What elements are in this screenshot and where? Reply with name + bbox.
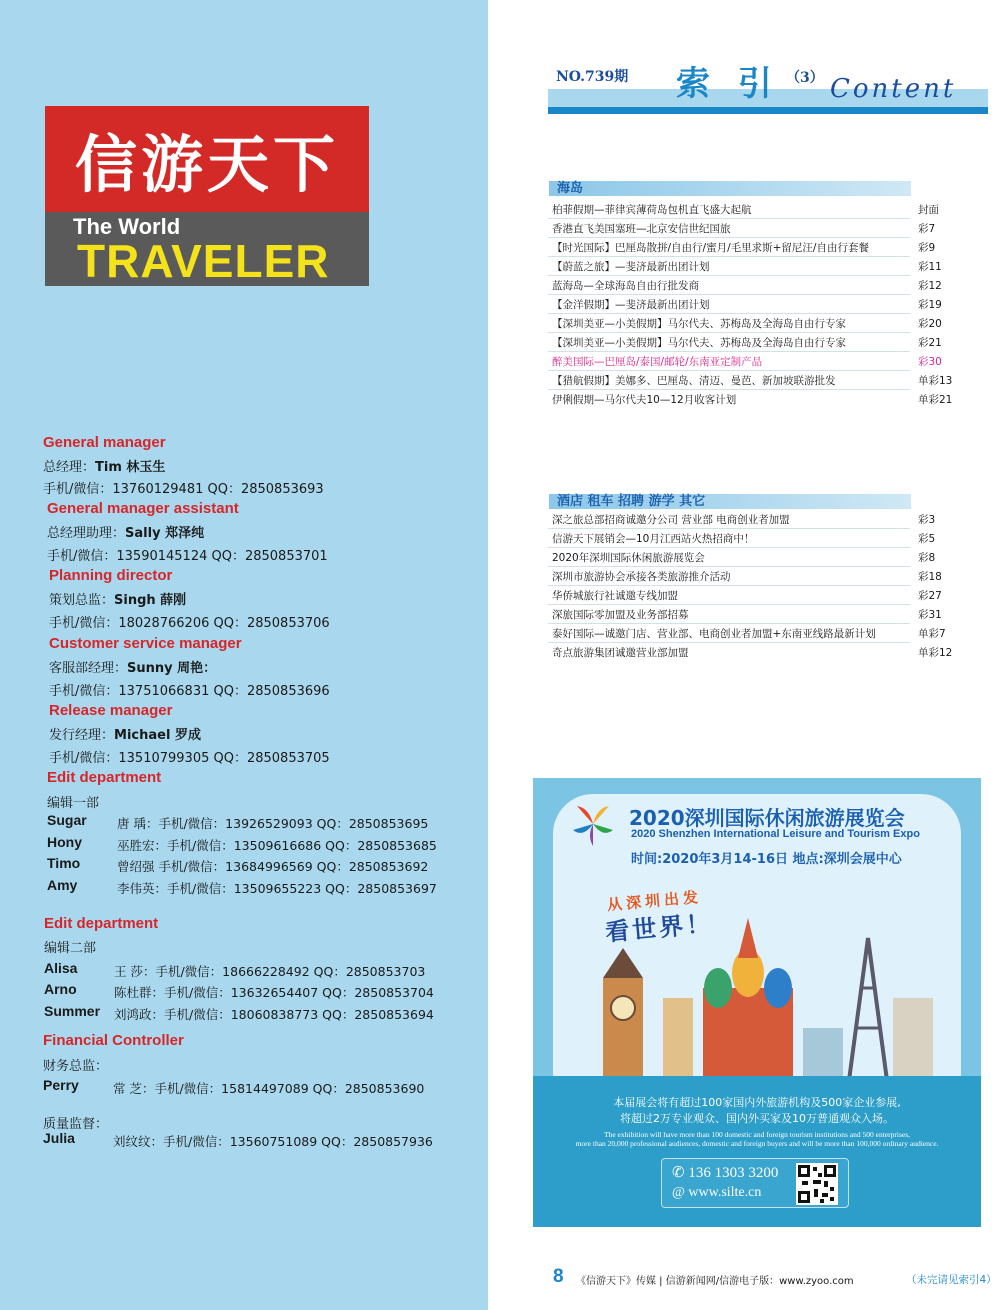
staff-contact: 手机/微信：13760129481 QQ：2850853693 — [43, 482, 324, 497]
financial-controller-label: 财务总监： — [43, 1059, 109, 1074]
index-row — [548, 371, 953, 390]
index-row-title: 【金洋假期】—斐济最新出团计划 — [552, 299, 710, 311]
index-row — [548, 333, 942, 352]
logo-the-world: The World — [73, 214, 181, 239]
role-financial-controller: Financial Controller — [43, 1032, 184, 1049]
index-row-page: 单彩13 — [918, 375, 953, 387]
logo-red-block — [45, 106, 369, 212]
member-contact: 刘鸿政：手机/微信：18060838773 QQ：2850853694 — [114, 1007, 434, 1022]
index-row — [548, 238, 936, 257]
index-row — [548, 643, 953, 662]
index-row — [548, 624, 946, 643]
staff-contact: 手机/微信：13751066831 QQ：2850853696 — [49, 684, 330, 699]
left-panel — [0, 0, 488, 1310]
role-customer-service: Customer service manager — [49, 635, 242, 652]
staff-line: 客服部经理：Sunny 周艳： — [49, 661, 217, 676]
member-name: Sugar — [47, 812, 87, 828]
index-row-page: 彩7 — [918, 223, 936, 235]
index-row-page: 彩31 — [918, 609, 942, 621]
index-row-title: 信游天下展销会—10月江西站火热招商中！ — [552, 533, 755, 545]
edit-department-1-label: 编辑一部 — [47, 796, 100, 811]
member-contact: 曾绍强 手机/微信：13684996569 QQ：2850853692 — [117, 859, 429, 874]
index-row-title: 【蔚蓝之旅】—斐济最新出团计划 — [552, 261, 710, 273]
ad-slogan-line-2: 看世界！ — [604, 909, 715, 947]
index-row-title: 【猎航假期】美娜多、巴厘岛、清迈、曼芭、新加坡联游批发 — [552, 375, 836, 387]
expo-logo-icon — [569, 800, 617, 848]
page-number: 8 — [553, 1266, 564, 1287]
role-gm-assistant: General manager assistant — [47, 500, 239, 517]
ad-time-location: 时间:2020年3月14-16日 地点:深圳会展中心 — [631, 852, 902, 867]
member-name: Timo — [47, 855, 81, 871]
index-row-title: 深圳市旅游协会承接各类旅游推介活动 — [552, 571, 731, 583]
index-row-page: 彩30 — [918, 356, 942, 368]
staff-contact: 手机/微信：13510799305 QQ：2850853705 — [49, 751, 330, 766]
ad-subtitle: 2020 Shenzhen International Leisure and Tourism Expo — [631, 828, 920, 840]
ad-phone: ✆ 136 1303 3200 — [672, 1165, 779, 1181]
staff-name: Tim 林玉生 — [95, 460, 166, 475]
index-row-title: 【深圳美亚—小美假期】马尔代夫、苏梅岛及全海岛自由行专家 — [552, 337, 846, 349]
member-name: Julia — [43, 1130, 75, 1146]
role-edit-department-2: Edit department — [44, 915, 159, 932]
index-row-page: 彩21 — [918, 337, 942, 349]
edit-department-2-label: 编辑二部 — [44, 941, 97, 956]
staff-contact: 手机/微信：18028766206 QQ：2850853706 — [49, 616, 330, 631]
index-row-title: 蓝海岛—全球海岛自由行批发商 — [552, 280, 699, 292]
role-planning-director: Planning director — [49, 567, 173, 584]
index-row-title: 伊俐假期—马尔代夫10—12月收客计划 — [552, 394, 737, 406]
index-row — [548, 390, 953, 409]
page-title: 索 引 — [676, 64, 780, 104]
index-row-page: 彩5 — [918, 533, 936, 545]
role-general-manager: General manager — [43, 434, 166, 451]
ad-contact-box — [661, 1158, 849, 1208]
index-row — [548, 276, 942, 295]
staff-contact: 手机/微信：13590145124 QQ：2850853701 — [47, 549, 328, 564]
section-heading-other: 酒店 租车 招聘 游学 其它 — [549, 494, 911, 509]
content-script-title: Content — [830, 74, 957, 104]
ad-description-line-2: 将超过2万专业观众、国内外买家及10万普通观众入场。 — [620, 1112, 894, 1125]
member-name: Hony — [47, 834, 82, 850]
index-row-page: 彩27 — [918, 590, 942, 602]
member-name: Summer — [44, 1003, 101, 1019]
header-bar-dark — [548, 107, 988, 114]
index-row-page: 彩9 — [918, 242, 936, 254]
index-row-page: 彩8 — [918, 552, 936, 564]
index-row — [548, 200, 939, 219]
ad-slogan-line-1: 从深圳出发 — [606, 887, 703, 915]
index-row-page: 彩12 — [918, 280, 942, 292]
ad-title: 2020深圳国际休闲旅游展览会 — [629, 806, 905, 830]
index-row-title: 香港直飞美国塞班—北京安信世纪国旅 — [552, 223, 731, 235]
member-contact: 陈杜群：手机/微信：13632654407 QQ：2850853704 — [114, 985, 434, 1000]
index-row-page: 彩11 — [918, 261, 942, 273]
member-contact: 唐 瑀：手机/微信：13926529093 QQ：2850853695 — [117, 816, 429, 831]
index-row — [548, 510, 936, 529]
index-row-title: 深之旅总部招商诚邀分公司 营业部 电商创业者加盟 — [552, 514, 790, 526]
logo-grey-block — [45, 212, 369, 286]
index-row-page: 单彩21 — [918, 394, 953, 406]
index-row — [548, 567, 942, 586]
index-row-title: 柏菲假期—菲律宾薄荷岛包机直飞盛大起航 — [552, 204, 752, 216]
section-heading-islands: 海岛 — [549, 181, 911, 196]
issue-number: NO.739期 — [556, 69, 629, 85]
index-part-number: （3） — [786, 70, 824, 86]
footer-continued-note: （未完请见索引4） — [906, 1274, 997, 1286]
member-contact: 刘纹纹：手机/微信：13560751089 QQ：2850857936 — [113, 1134, 433, 1149]
index-row-title: 醉美国际—巴厘岛/泰国/邮轮/东南亚定制产品 — [552, 356, 763, 368]
staff-name: Singh 薛刚 — [114, 593, 187, 608]
index-row — [548, 529, 936, 548]
index-row — [548, 352, 942, 371]
index-row-title: 泰好国际—诚邀门店、营业部、电商创业者加盟+东南亚线路最新计划 — [552, 628, 876, 640]
role-release-manager: Release manager — [49, 702, 173, 719]
staff-name: Sally 郑泽纯 — [125, 526, 205, 541]
member-contact: 李伟英：手机/微信：13509655223 QQ：2850853697 — [117, 881, 437, 896]
logo-traveler: TRAVELER — [77, 235, 330, 287]
staff-line: 发行经理：Michael 罗成 — [49, 728, 201, 743]
staff-name: Michael 罗成 — [114, 728, 201, 743]
index-row-title: 2020年深圳国际休闲旅游展览会 — [552, 552, 705, 564]
logo-chinese-title: 信游天下 — [74, 127, 339, 201]
ad-description-line-1: 本届展会将有超过100家国内外旅游机构及500家企业参展, — [613, 1096, 901, 1109]
member-contact: 王 莎：手机/微信：18666228492 QQ：2850853703 — [114, 964, 426, 979]
qr-code-icon — [796, 1163, 838, 1205]
world-landmarks-illustration — [593, 918, 933, 1088]
index-row-page: 彩3 — [918, 514, 936, 526]
magazine-logo — [45, 106, 369, 286]
member-name: Alisa — [44, 960, 78, 976]
index-row — [548, 314, 942, 333]
index-row-title: 奇点旅游集团诚邀营业部加盟 — [552, 647, 689, 659]
role-edit-department-1: Edit department — [47, 769, 162, 786]
staff-line: 策划总监：Singh 薛刚 — [49, 593, 187, 608]
member-name: Perry — [43, 1077, 79, 1093]
index-row-title: 深旅国际零加盟及业务部招募 — [552, 609, 689, 621]
staff-line: 总经理：Tim 林玉生 — [43, 460, 166, 475]
ad-english-line-2: more than 20,000 professional audiences, domestic and foreign buyers and will be more than 100,000 ordinary audience. — [575, 1139, 939, 1148]
index-row — [548, 605, 942, 624]
index-row-title: 华侨城旅行社诚邀专线加盟 — [552, 590, 678, 602]
index-row-page: 彩18 — [918, 571, 942, 583]
index-row-page: 彩20 — [918, 318, 942, 330]
index-row — [548, 219, 936, 238]
ad-english-line-1: The exhibition will have more than 100 domestic and foreign tourism institutions and 500 enterprises, — [604, 1130, 910, 1139]
quality-supervisor-label: 质量监督： — [43, 1117, 109, 1132]
index-row-page: 单彩7 — [918, 628, 946, 640]
index-row — [548, 548, 936, 567]
footer-publisher: 《信游天下》传媒 | 信游新闻网/信游电子版：www.zyoo.com — [576, 1276, 854, 1287]
member-contact: 巫胜宏：手机/微信：13509616686 QQ：2850853685 — [117, 838, 437, 853]
index-row — [548, 257, 942, 276]
index-row-title: 【时光国际】巴厘岛散拼/自由行/蜜月/毛里求斯+留尼汪/自由行套餐 — [552, 242, 869, 254]
index-row-page: 封面 — [918, 204, 939, 216]
index-row-page: 单彩12 — [918, 647, 953, 659]
expo-advertisement — [533, 778, 981, 1227]
ad-website: @ www.silte.cn — [672, 1185, 762, 1200]
index-row-page: 彩19 — [918, 299, 942, 311]
member-contact: 常 芝：手机/微信：15814497089 QQ：2850853690 — [113, 1081, 425, 1096]
index-row-title: 【深圳美亚—小美假期】马尔代夫、苏梅岛及全海岛自由行专家 — [552, 318, 846, 330]
member-name: Amy — [47, 877, 78, 893]
staff-name: Sunny 周艳： — [127, 661, 217, 676]
staff-line: 总经理助理：Sally 郑泽纯 — [47, 526, 205, 541]
member-name: Arno — [44, 981, 77, 997]
index-row — [548, 586, 942, 605]
index-row — [548, 295, 942, 314]
